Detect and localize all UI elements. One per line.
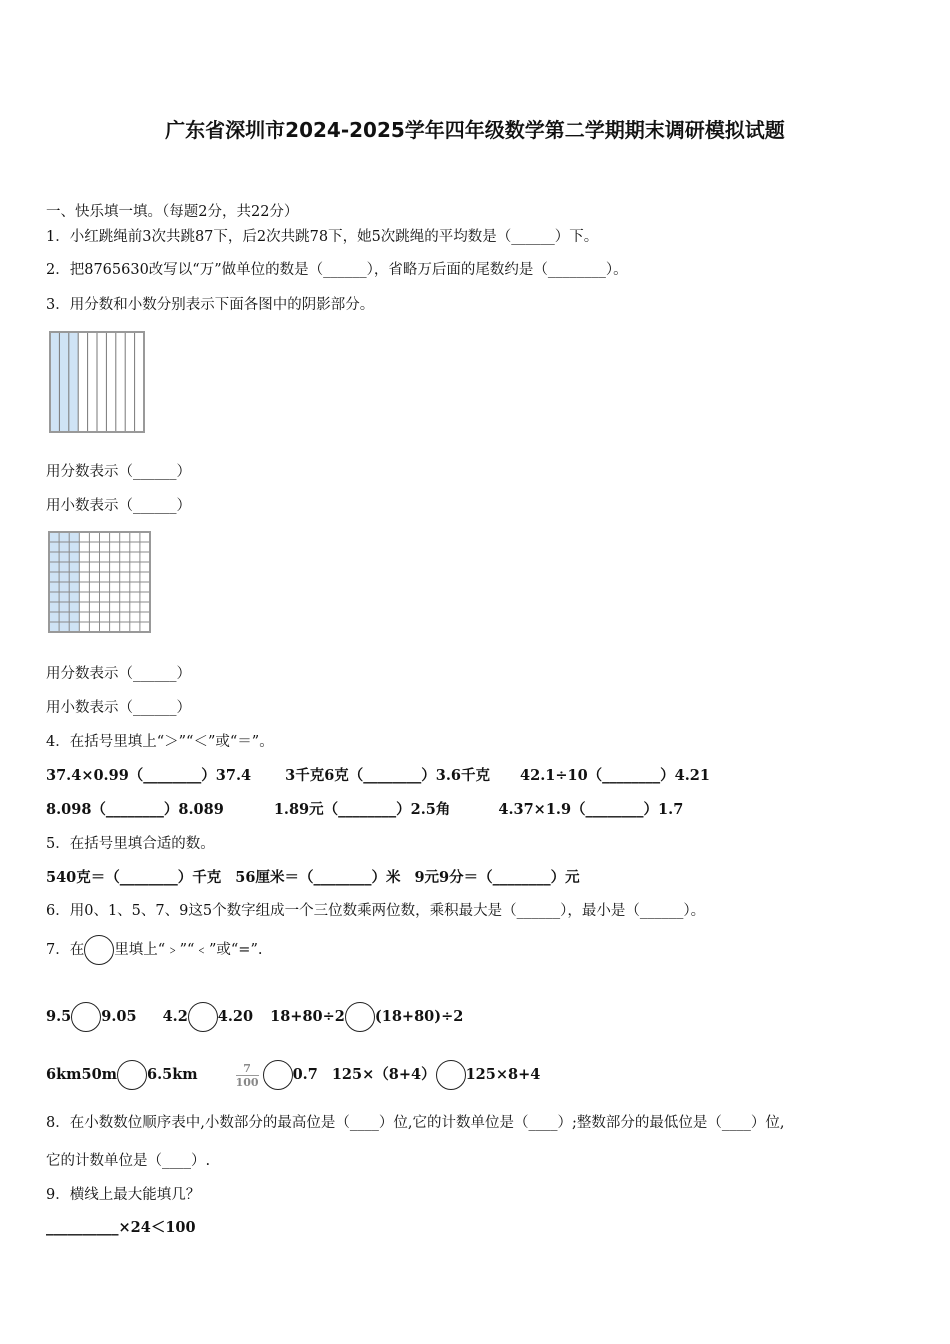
fig2-fraction-line: 用分数表示（______） xyxy=(46,666,191,682)
question-8-line-2: 它的计数单位是（____）. xyxy=(46,1153,211,1169)
q4-row-1 xyxy=(46,766,710,786)
shaded-strip xyxy=(69,332,78,432)
shaded-strip xyxy=(59,332,68,432)
circle-blank[interactable] xyxy=(188,1002,218,1032)
compare-item: 3千克6克（________）3.6千克 xyxy=(285,767,491,784)
fig1-decimal-line: 用小数表示（______） xyxy=(46,498,191,514)
compare-item: 42.1÷10（________）4.21 xyxy=(520,767,710,784)
q4-row-2 xyxy=(46,800,683,820)
fig2-decimal-line: 用小数表示（______） xyxy=(46,700,191,716)
circle-blank[interactable] xyxy=(117,1060,147,1090)
compare-item: 37.4×0.99（________）37.4 xyxy=(46,767,252,784)
question-6: 6．用0、1、5、7、9这5个数字组成一个三位数乘两位数，乘积最大是（______），最小是（______）。 xyxy=(46,903,706,919)
compare-item: 1.89元（________）2.5角 xyxy=(273,801,451,818)
grid-figure xyxy=(47,530,152,634)
convert-item: 56厘米＝（________）米 xyxy=(235,869,401,886)
convert-item: 540克＝（________）千克 xyxy=(46,869,222,886)
question-1: 1．小红跳绳前3次共跳87下，后2次共跳78下，她5次跳绳的平均数是（______）下。 xyxy=(46,229,599,245)
q9-answer-line: __________×24＜100 xyxy=(46,1219,196,1236)
fig1-fraction-line: 用分数表示（______） xyxy=(46,464,191,480)
question-3: 3．用分数和小数分别表示下面各图中的阴影部分。 xyxy=(46,297,375,313)
question-5: 5．在括号里填合适的数。 xyxy=(46,836,215,852)
q7-row-1: 9.5 9.05 4.2 4.20 18+80÷2 (18+80)÷2 xyxy=(46,1001,463,1033)
circle-blank[interactable] xyxy=(436,1060,466,1090)
compare-item: 8.098（________）8.089 xyxy=(46,801,224,818)
question-2: 2．把8765630改写以“万”做单位的数是（______），省略万后面的尾数约是（________）。 xyxy=(46,262,628,278)
section-heading: 一、快乐填一填。（每题2分，共22分） xyxy=(46,204,299,220)
circle-blank[interactable] xyxy=(345,1002,375,1032)
question-8-line-1: 8．在小数数位顺序表中,小数部分的最高位是（____）位,它的计数单位是（____）;整数部分的最低位是（____）位, xyxy=(46,1115,785,1131)
strip-figure xyxy=(48,330,146,434)
compare-item: 4.37×1.9（________）1.7 xyxy=(498,801,684,818)
convert-item: 9元9分＝（________）元 xyxy=(414,869,580,886)
shaded-strip xyxy=(50,332,59,432)
q7-row-2: 6km50m 6.5km $\frac{7}{100}$ 0.7 125×（8+4） 125×8+4 xyxy=(46,1061,541,1089)
question-9: 9．横线上最大能填几？ xyxy=(46,1187,201,1203)
page-title: 广东省深圳市2024-2025学年四年级数学第二学期期末调研模拟试题 xyxy=(165,118,785,142)
q5-row xyxy=(46,868,580,888)
circle-blank[interactable] xyxy=(71,1002,101,1032)
circle-blank[interactable] xyxy=(84,935,114,965)
circle-blank[interactable] xyxy=(263,1060,293,1090)
question-4: 4．在括号里填上“＞”“＜”或“＝”。 xyxy=(46,734,274,750)
fraction-7-100: $\frac{7}{100}$ xyxy=(235,1061,259,1089)
question-7: 7．在 里填上“﹥”“﹤”或“=”. xyxy=(46,934,262,966)
